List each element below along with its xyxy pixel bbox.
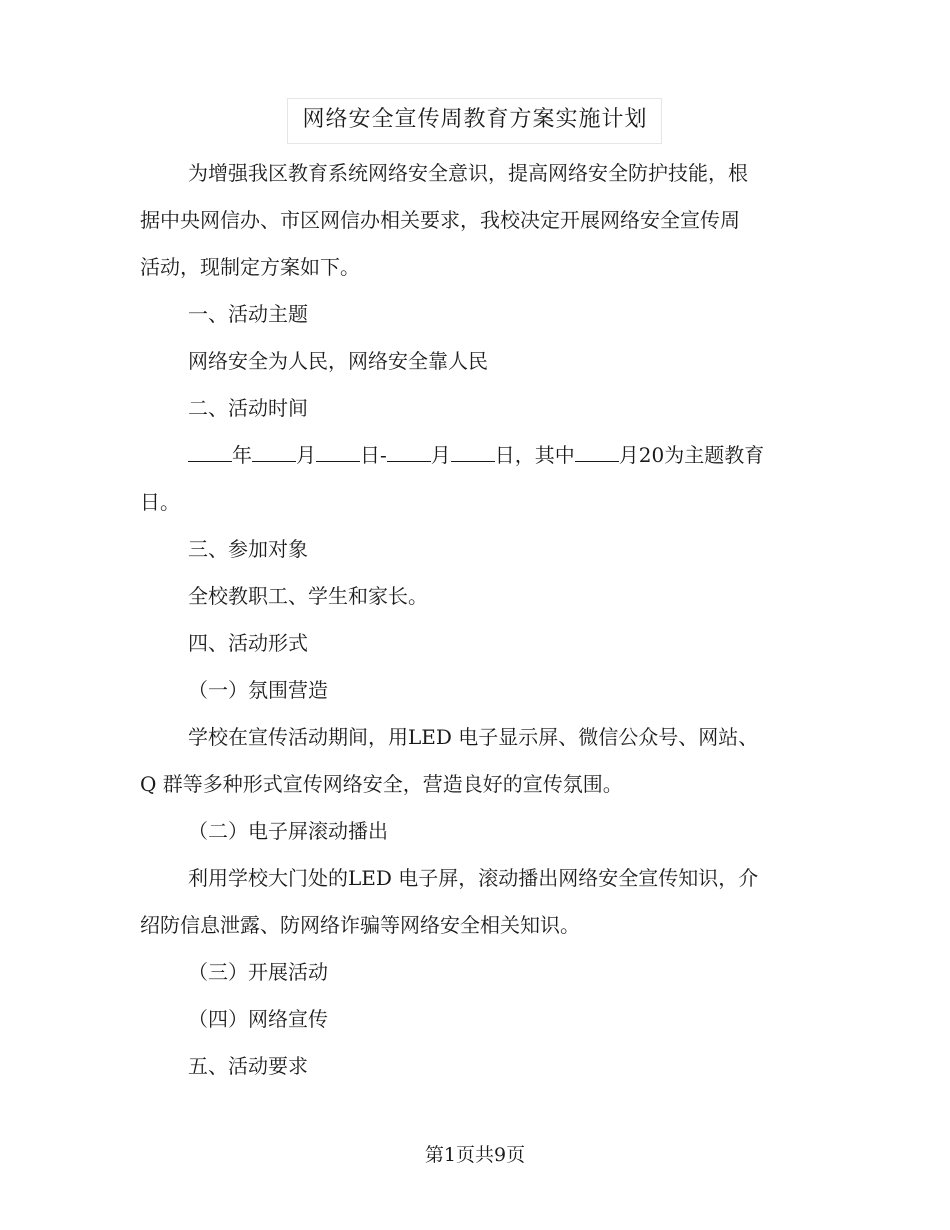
atmosphere-text-line: Q 群等多种形式宣传网络安全，营造良好的宣传氛围。 bbox=[140, 772, 623, 796]
section-heading-theme: 一、活动主题 bbox=[188, 302, 308, 326]
atmosphere-text-line: 学校在宣传活动期间，用LED 电子显示屏、微信公众号、网站、 bbox=[188, 725, 759, 749]
section-heading-time: 二、活动时间 bbox=[188, 396, 308, 420]
date-month-label: 月 bbox=[430, 443, 451, 467]
date-day-dash-label: 日- bbox=[360, 443, 387, 467]
blank-line bbox=[451, 443, 495, 462]
document-title: 网络安全宣传周教育方案实施计划 bbox=[302, 107, 648, 132]
intro-paragraph-line: 活动，现制定方案如下。 bbox=[140, 255, 360, 279]
date-tail-label: 月20为主题教育 bbox=[618, 443, 765, 467]
blank-line bbox=[316, 443, 360, 462]
section-heading-requirements: 五、活动要求 bbox=[188, 1054, 308, 1078]
intro-paragraph-line: 据中央网信办、市区网信办相关要求，我校决定开展网络安全宣传周 bbox=[140, 208, 740, 232]
page-number: 第1页共9页 bbox=[424, 1144, 526, 1166]
date-day-label: 日，其中 bbox=[494, 443, 575, 467]
subsection-heading-screen: （二）电子屏滚动播出 bbox=[188, 819, 388, 843]
blank-line bbox=[252, 443, 296, 462]
date-month-label: 月 bbox=[296, 443, 316, 467]
theme-text: 网络安全为人民，网络安全靠人民 bbox=[188, 349, 488, 373]
blank-line bbox=[387, 443, 431, 462]
section-heading-participants: 三、参加对象 bbox=[188, 537, 308, 561]
document-body bbox=[140, 150, 810, 1090]
screen-text-line: 绍防信息泄露、防网络诈骗等网络安全相关知识。 bbox=[140, 913, 580, 937]
subsection-heading-online: （四）网络宣传 bbox=[188, 1007, 328, 1031]
blank-line bbox=[188, 443, 232, 462]
intro-paragraph-line: 为增强我区教育系统网络安全意识，提高网络安全防护技能，根 bbox=[188, 161, 748, 185]
screen-text-line: 利用学校大门处的LED 电子屏，滚动播出网络安全宣传知识，介 bbox=[188, 866, 759, 890]
date-year-label: 年 bbox=[232, 443, 252, 467]
activity-date-line bbox=[140, 432, 810, 479]
blank-line bbox=[575, 443, 619, 462]
subsection-heading-activities: （三）开展活动 bbox=[188, 960, 328, 984]
activity-date-line-end: 日。 bbox=[140, 490, 180, 514]
participants-text: 全校教职工、学生和家长。 bbox=[188, 584, 428, 608]
subsection-heading-atmosphere: （一）氛围营造 bbox=[188, 678, 328, 702]
section-heading-format: 四、活动形式 bbox=[188, 631, 308, 655]
